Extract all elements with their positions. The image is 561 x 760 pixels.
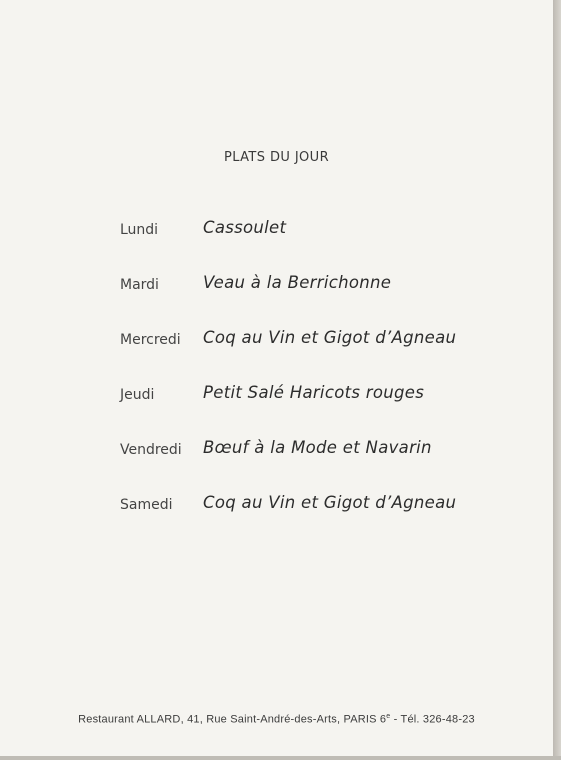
dish-name: Cassoulet	[203, 218, 287, 237]
day-label: Vendredi	[120, 442, 182, 458]
dish-name: Coq au Vin et Gigot d’Agneau	[203, 328, 457, 347]
restaurant-footer	[0, 713, 553, 726]
day-label: Mercredi	[120, 332, 181, 348]
dish-name: Bœuf à la Mode et Navarin	[203, 438, 432, 457]
menu-row-samedi	[0, 493, 553, 519]
card-bottom-edge	[0, 756, 561, 760]
day-label: Lundi	[120, 222, 159, 238]
menu-row-lundi	[0, 218, 553, 244]
restaurant-phone: - Tél. 326-48-23	[390, 713, 475, 726]
menu-title: PLATS DU JOUR	[223, 150, 330, 165]
menu-row-jeudi	[0, 383, 553, 409]
menu-row-mardi	[0, 273, 553, 299]
day-label: Samedi	[120, 497, 173, 513]
menu-row-vendredi	[0, 438, 553, 464]
day-label: Mardi	[120, 277, 159, 293]
menu-row-mercredi	[0, 328, 553, 354]
dish-name: Petit Salé Haricots rouges	[203, 383, 425, 402]
day-label: Jeudi	[120, 387, 155, 403]
restaurant-address: Restaurant ALLARD, 41, Rue Saint-André-des-Arts, PARIS 6	[78, 713, 387, 726]
card-edge	[553, 0, 561, 760]
dish-name: Coq au Vin et Gigot d’Agneau	[203, 493, 457, 512]
dish-name: Veau à la Berrichonne	[203, 273, 392, 292]
arrondissement-superscript: e	[386, 713, 391, 720]
